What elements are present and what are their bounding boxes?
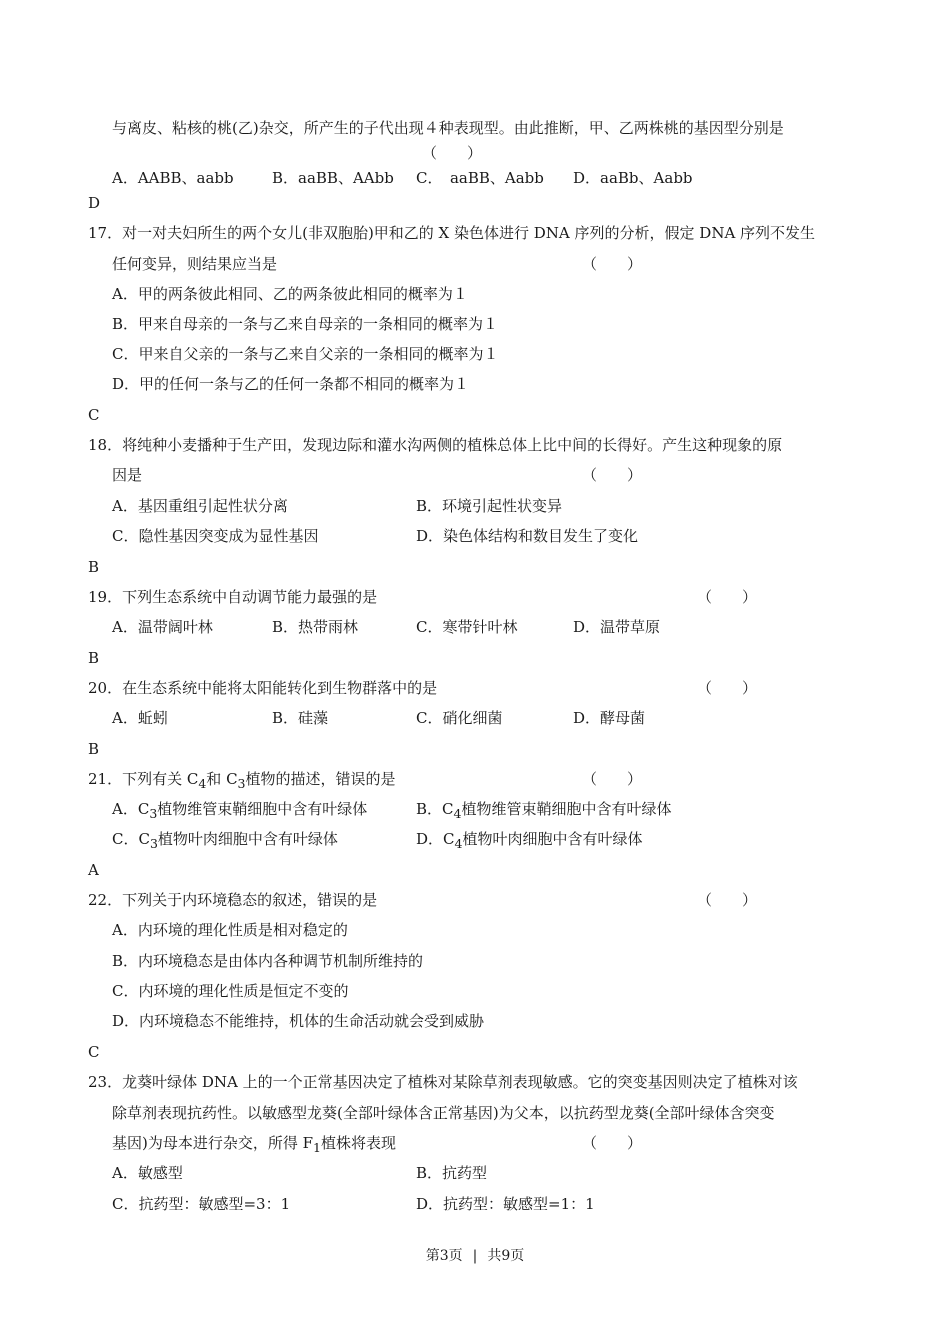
footer-separator: |: [472, 1248, 478, 1264]
q23-option-d: D．抗药型：敏感型=1：1: [416, 1195, 595, 1213]
q17-option-c: C．甲来自父亲的一条与乙来自父亲的一条相同的概率为１: [112, 345, 499, 363]
q16-option-b: B．aaBB、AAbb: [272, 169, 394, 187]
q18-answer-blank: （ ）: [582, 466, 643, 484]
q22-option-c: C．内环境的理化性质是恒定不变的: [112, 982, 349, 1000]
q17-answer: C: [88, 406, 100, 424]
q21-option-b: B．$C_4$植物维管束鞘细胞中含有叶绿体: [416, 800, 672, 821]
q21-option-c: C．$C_3$植物叶肉细胞中含有叶绿体: [112, 830, 338, 851]
q16-answer-blank: （ ）: [422, 144, 483, 162]
q19-answer: B: [88, 649, 100, 667]
q19-option-c: C．寒带针叶林: [416, 618, 518, 636]
q22-answer-blank: （ ）: [697, 891, 758, 909]
q16-option-a: A．AABB、aabb: [112, 169, 234, 187]
q20-option-a: A．蚯蚓: [112, 709, 168, 727]
q23-option-a: A．敏感型: [112, 1164, 183, 1182]
q17-option-a: A．甲的两条彼此相同、乙的两条彼此相同的概率为１: [112, 285, 468, 303]
q20-option-b: B．硅藻: [272, 709, 329, 727]
q19-option-b: B．热带雨林: [272, 618, 359, 636]
q21-answer-blank: （ ）: [582, 770, 643, 788]
q16-answer: D: [88, 194, 101, 212]
page-footer: [0, 1246, 950, 1266]
q22-stem: 22．下列关于内环境稳态的叙述，错误的是: [88, 891, 378, 909]
q17-answer-blank: （ ）: [582, 255, 643, 273]
q23-stem-line3: 基因)为母本进行杂交，所得 $F_1$植株将表现: [112, 1134, 396, 1155]
q23-option-b: B．抗药型: [416, 1164, 488, 1182]
page-number: 第3页: [425, 1248, 463, 1264]
q22-option-d: D．内环境稳态不能维持，机体的生命活动就会受到威胁: [112, 1012, 485, 1030]
q23-stem-line1: 23．龙葵叶绿体 DNA 上的一个正常基因决定了植株对某除草剂表现敏感。它的突变基因则决定了植株对该: [88, 1073, 798, 1091]
page-total: 共9页: [487, 1248, 525, 1264]
q18-option-b: B．环境引起性状变异: [416, 497, 563, 515]
q19-stem: 19．下列生态系统中自动调节能力最强的是: [88, 588, 378, 606]
q18-stem-line2: 因是: [112, 466, 143, 484]
q22-option-b: B．内环境稳态是由体内各种调节机制所维持的: [112, 952, 424, 970]
q17-option-d: D．甲的任何一条与乙的任何一条都不相同的概率为１: [112, 375, 470, 393]
q16-option-d: D．aaBb、Aabb: [573, 169, 693, 187]
q21-stem: 21．下列有关 $C_4$和 $C_3$植物的描述，错误的是: [88, 770, 396, 791]
q18-option-a: A．基因重组引起性状分离: [112, 497, 288, 515]
q22-answer: C: [88, 1043, 100, 1061]
q21-option-d: D．$C_4$植物叶肉细胞中含有叶绿体: [416, 830, 643, 851]
q19-option-a: A．温带阔叶林: [112, 618, 213, 636]
q20-stem: 20．在生态系统中能将太阳能转化到生物群落中的是: [88, 679, 438, 697]
q20-answer-blank: （ ）: [697, 679, 758, 697]
q17-stem-line2: 任何变异，则结果应当是: [112, 255, 278, 273]
q18-answer: B: [88, 558, 100, 576]
q18-stem-line1: 18．将纯种小麦播种于生产田，发现边际和灌水沟两侧的植株总体上比中间的长得好。产生这种现象的原: [88, 436, 783, 454]
q17-stem-line1: 17．对一对夫妇所生的两个女儿(非双胞胎)甲和乙的 X 染色体进行 DNA 序列的分析，假定 DNA 序列不发生: [88, 224, 816, 242]
q16-stem: 与离皮、粘核的桃(乙)杂交，所产生的子代出现４种表现型。由此推断，甲、乙两株桃的基因型分别是: [112, 119, 784, 137]
q18-option-c: C．隐性基因突变成为显性基因: [112, 527, 319, 545]
q22-option-a: A．内环境的理化性质是相对稳定的: [112, 921, 348, 939]
q19-option-d: D．温带草原: [573, 618, 661, 636]
q23-answer-blank: （ ）: [582, 1134, 643, 1152]
q19-answer-blank: （ ）: [697, 588, 758, 606]
q21-option-a: A．$C_3$植物维管束鞘细胞中含有叶绿体: [112, 800, 368, 821]
q18-option-d: D．染色体结构和数目发生了变化: [416, 527, 639, 545]
q16-option-c: C． aaBB、Aabb: [416, 169, 544, 187]
q20-answer: B: [88, 740, 100, 758]
q23-option-c: C．抗药型：敏感型=3：1: [112, 1195, 291, 1213]
q21-answer: A: [88, 861, 99, 879]
q23-stem-line2: 除草剂表现抗药性。以敏感型龙葵(全部叶绿体含正常基因)为父本，以抗药型龙葵(全部叶绿体含突变: [112, 1104, 775, 1122]
q20-option-d: D．酵母菌: [573, 709, 646, 727]
q20-option-c: C．硝化细菌: [416, 709, 503, 727]
q17-option-b: B．甲来自母亲的一条与乙来自母亲的一条相同的概率为１: [112, 315, 499, 333]
